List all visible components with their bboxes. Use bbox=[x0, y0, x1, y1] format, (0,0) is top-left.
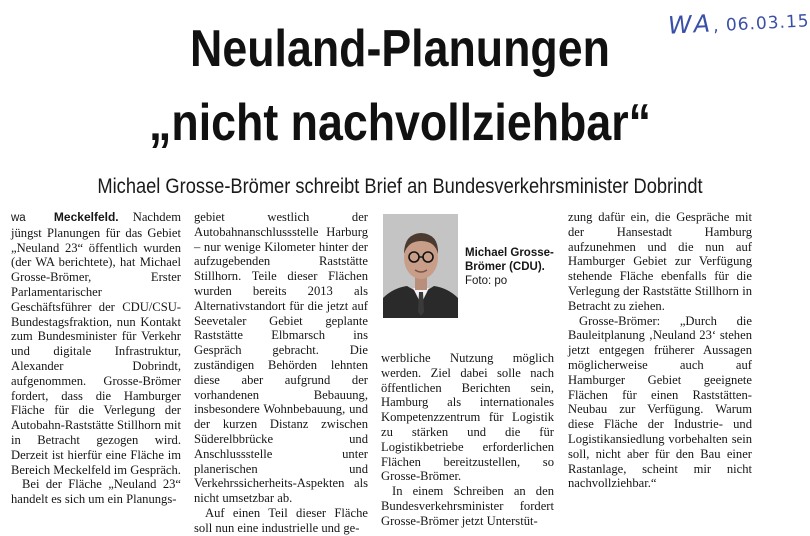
portrait-photo bbox=[383, 214, 458, 318]
stamp-date: 06.03.15 bbox=[725, 11, 810, 36]
stamp-paper: WA bbox=[667, 9, 714, 40]
headline-line-1: Neuland-Planungen bbox=[190, 20, 610, 78]
photo-credit: Foto: po bbox=[465, 275, 508, 287]
headline-line-2: „nicht nachvollziehbar“ bbox=[149, 94, 651, 152]
article-column-2 bbox=[194, 210, 368, 536]
article-column-1 bbox=[11, 210, 181, 507]
article-column-3 bbox=[381, 351, 554, 529]
article-paragraph: werbliche Nutzung möglich werden. Ziel dabei solle nach öffentlichen Berichten sein, Hamburg als internationales Kompetenzzentrum für Logistik zu stärken und die für Logistikbetriebe erforderlichen Flächen bereitzustellen, so Grosse-Brömer. bbox=[381, 351, 554, 484]
article-paragraph: In einem Schreiben an den Bundesverkehrsminister fordert Grosse-Brömer jetzt Unterstüt- bbox=[381, 484, 554, 528]
portrait-illustration bbox=[383, 214, 458, 318]
subheadline: Michael Grosse-Brömer schreibt Brief an Bundesverkehrsminister Dobrindt bbox=[97, 175, 703, 198]
article-column-4 bbox=[568, 210, 752, 491]
paragraph-text: Nachdem jüngst Planungen für das Gebiet „Neuland 23“ öffentlich wurden (der WA berichtete), hat Michael Grosse-Brömer, Erster Parlamentarischer Geschäftsführer der CDU/CSU-Bundestagsfraktion, nun Kontakt zum Bundesminister für Verkehr und digitale Infrastruktur, Alexander Dobrindt, aufgenommen. Grosse-Brömer fordert, dass die Hamburger Fläche für die Verlegung der Autobahn-Raststätte Stillhorn mit in Betracht gezogen wird. Derzeit ist hierfür eine Fläche im Bereich Meckelfeld im Gespräch. bbox=[11, 210, 182, 477]
dateline-place: Meckelfeld. bbox=[53, 210, 119, 224]
article-paragraph: Bei der Fläche „Neuland 23“ handelt es sich um ein Planungs- bbox=[11, 477, 181, 507]
article-paragraph: zung dafür ein, die Gespräche mit der Hansestadt Hamburg aufzunehmen und die nun auf Hamburger Gebiet zur Verfügung stehende Fläche ebenfalls für die Verlegung der Raststätte Stillhorn in Betracht zu ziehen. bbox=[568, 210, 752, 313]
caption-name: Michael Grosse-Brömer (CDU). bbox=[465, 247, 554, 273]
archive-date-stamp: WA, 06.03.15 bbox=[667, 9, 810, 40]
article-paragraph bbox=[11, 210, 181, 477]
photo-caption bbox=[465, 246, 557, 288]
author-kicker: wa bbox=[11, 212, 26, 224]
article-paragraph: Auf einen Teil dieser Fläche soll nun eine industrielle und ge- bbox=[194, 505, 368, 535]
article-paragraph: gebiet westlich der Autobahnanschlussstelle Harburg – nur wenige Kilometer hinter der aufzugebenden Raststätte Stillhorn. Teile dieser Flächen wurden bereits 2013 als Alternativstandort für die jetzt auf Seevetaler Gebiet geplante Raststätte Elbmarsch ins Gespräch gebracht. Die zuständigen Behörden lehnten diese aber aufgrund der vorhandenen Bebauung, insbesondere Wohnbebauung, und der kurzen Distanz zwischen Süderelbbrücke und Anschlussstelle unter planerischen und Verkehrssicherheits-Aspekten als nicht umsetzbar ab. bbox=[194, 210, 368, 506]
article-paragraph: Grosse-Brömer: „Durch die Bauleitplanung ‚Neuland 23‘ stehen jetzt entgegen früherer Aussagen möglicherweise auch auf Hamburger Gebiet geeignete Flächen für einen Raststätten-Neubau zur Verfügung. Warum diese Fläche der Industrie- und Logistikansiedlung vorbehalten sein soll, nicht aber für den Bau einer Rastanlage, scheint mir nicht nachvollziehbar.“ bbox=[568, 313, 752, 491]
